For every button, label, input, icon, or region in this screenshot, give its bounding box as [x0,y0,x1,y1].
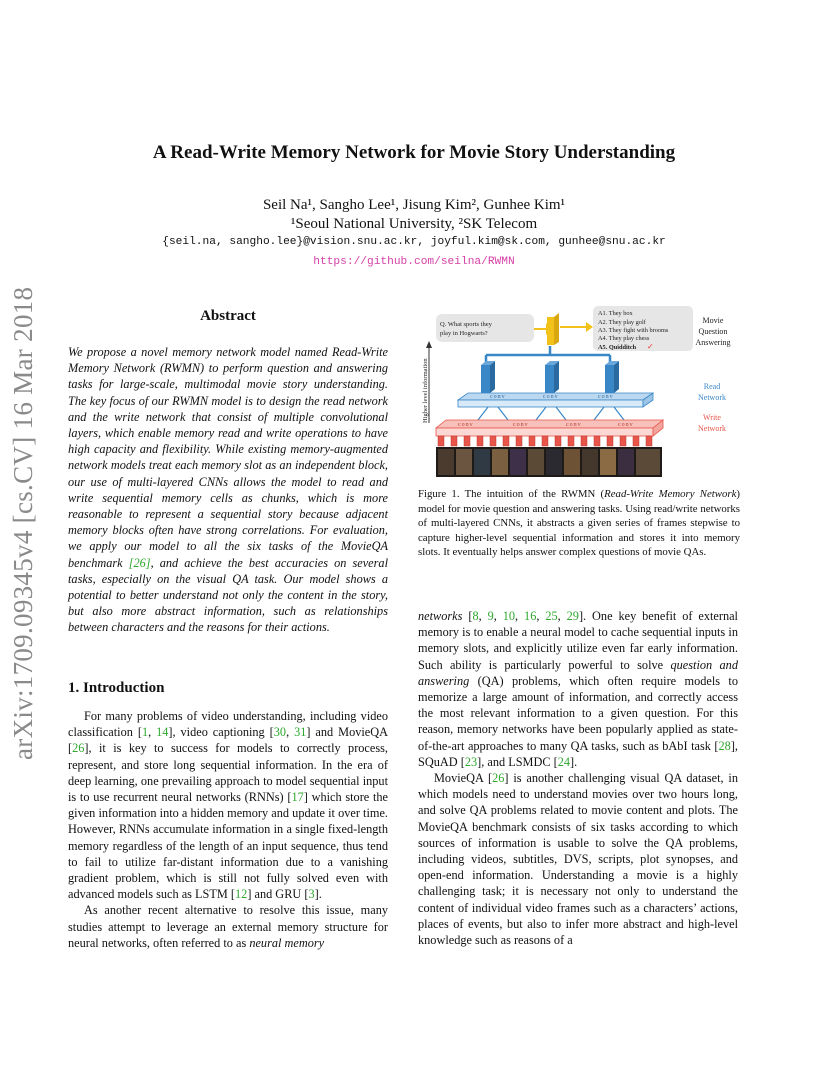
citation-link[interactable]: 9 [487,609,494,623]
citation-link[interactable]: 17 [291,790,304,805]
question-bubble [436,314,534,342]
citation-link[interactable]: 28 [718,738,731,753]
citation-link[interactable]: [26] [128,555,151,570]
conv-label: conv [566,422,582,428]
citation-link[interactable]: 23 [464,754,478,769]
intro-heading: 1. Introduction [68,680,165,696]
answer-4: A4. They play chess [598,335,650,342]
intro-left-column [68,708,388,951]
abstract-text-b: , and achieve the best accuracies on several tasks, especially on the visual QA task. Our model shows a potential to better understand not only the content in the story, but also more abstract information, such as relationships between characters and the reasons for their actions. [68,555,388,635]
read-memory-blocks [481,361,619,393]
movie-frame-strip [436,447,662,477]
author-names: Seil Na¹, Sangho Lee¹, Jisung Kim², Gunhee Kim¹ [262,197,566,213]
conv-label: conv [490,394,506,400]
author-emails: {seil.na, sangho.lee}@vision.snu.ac.kr, joyful.kim@sk.com, gunhee@snu.ac.kr [162,236,666,248]
conv-label: conv [598,394,614,400]
citation-link[interactable]: 29 [566,609,579,623]
citation-link[interactable]: 31 [294,725,307,740]
figure-1-caption: Figure 1. The intuition of the RWMN (Read-Write Memory Network) model for movie question and answering tasks. Using read/write networks of multi-layered CNNs, it abstracts a given series of frames stepwise to capture higher-level sequential information and stores it into memory slots. It eventually helps answer complex questions of movie QAs. [418,488,740,559]
figure-1-diagram [418,305,748,483]
abstract-body [68,344,388,636]
write-label-2: Network [698,424,726,433]
authors-block [0,196,828,234]
code-link[interactable]: https://github.com/seilna/RWMN [313,256,515,268]
citation-link[interactable]: 25 [545,609,558,623]
intro-paragraph-2: As another recent alternative to resolve this issue, many studies attempt to leverage an external memory structure for neural networks, often referred to as neural memory [68,903,388,950]
arxiv-identifier: arXiv:1709.09345v4 [cs.CV] 16 Mar 2018 [8,286,38,760]
conv-label: conv [618,422,634,428]
read-label-2: Network [698,393,726,402]
read-conv-layer [458,393,653,407]
answer-3: A3. They fight with brooms [598,327,669,334]
movie-qa-label-2: Question [698,327,728,336]
citation-link[interactable]: 30 [273,725,287,740]
intro-paragraph-2-cont: networks [8, 9, 10, 16, 25, 29]. One key benefit of external memory is to enable a neural model to cache sequential inputs in memory slots, and explicitly utilize even far early information. Such ability is particularly powerful to solve question and answering (QA) problems, which often require models to memorize a large amount of information, and correctly access the most relevant information to a given question. For this reason, memory networks have been popularly applied as state-of-the-art approaches to many QA tasks, such as bAbI task [28], SQuAD [23], and LSMDC [24]. [418,609,738,769]
question-line-1: Q. What sports they [440,321,492,328]
answer-block [547,317,554,345]
question-line-2: play in Hogwarts? [440,330,488,337]
read-label-1: Read [703,382,721,391]
answer-1: A1. They box [598,310,633,317]
citation-link[interactable]: 16 [524,609,537,623]
intro-paragraph-1: For many problems of video understanding, including video classification [1, 14], video captioning [30, 31] and MovieQA [26], it is key to success for models to correctly process, represent, and store long sequential information. In the era of deep learning, one prevailing approach to model sequential input is to use recurrent neural networks (RNNs) [17] which store the given information into a hidden memory and update it over time. However, RNNs accumulate information in a single fixed-length memory regardless of the length of an input sequence, thus tend to fail to utilize far-distant information due to a vanishing gradient problem, which is still not fully solved even with advanced models such as LSTM [12] and GRU [3]. [68,709,388,902]
citation-link[interactable]: 24 [557,754,571,769]
intro-right-column [418,608,738,948]
citation-link[interactable]: 26 [492,771,505,786]
citation-link[interactable]: 8 [472,609,479,623]
write-label-1: Write [703,413,721,422]
abstract-heading: Abstract [200,308,256,324]
citation-link[interactable]: 3 [308,887,315,902]
check-icon: ✓ [647,342,654,351]
answer-5: A5. Quidditch [598,344,637,351]
abstract-text-a: We propose a novel memory network model named Read-Write Memory Network (RWMN) to perform question and answering tasks for large-scale, multimodal movie story understanding. The key focus of our RWMN model is to design the read network and the write network that consist of multiple convolutional layers, which enable memory read and write operations to have high capacity and flexibility. While existing memory-augmented network models treat each memory slot as an independent block, our use of multi-layered CNNs allows the model to read and write sequential memory cells as chunks, which is more reasonable to represent a sequential story because adjacent memory blocks often have strong correlations. For evaluation, we apply our model to all the six tasks of the MovieQA benchmark [68,345,388,570]
citation-link[interactable]: 12 [235,887,248,902]
movie-qa-label-1: Movie [702,316,724,325]
conv-label: conv [458,422,474,428]
conv-label: conv [543,394,559,400]
conv-label: conv [513,422,529,428]
citation-link[interactable]: 26 [72,741,85,756]
answer-2: A2. They play golf [598,319,646,326]
write-conv-layer [436,420,663,436]
axis-label: Higher level information [422,358,429,423]
citation-link[interactable]: 14 [156,725,169,740]
write-memory-cells [438,436,652,446]
paper-title: A Read-Write Memory Network for Movie Story Understanding [152,142,676,163]
movie-qa-label-3: Answering [695,338,731,347]
affiliations: ¹Seoul National University, ²SK Telecom [290,216,538,232]
citation-link[interactable]: 1 [141,725,149,740]
citation-link[interactable]: 10 [502,609,516,623]
intro-paragraph-3: MovieQA [26] is another challenging visual QA dataset, in which models need to understand movies over two hours long, and solve QA problems related to movie content and plots. The MovieQA benchmark consists of six tasks according to which sources of information is usable to solve the QA problems, including videos, subtitles, DVS, scripts, plot synopses, and open-end information. Understanding a movie is a highly challenging task; it is necessary not only to understand the content of individual video frames such as a characters’ actions, places of events, but also to infer more abstract and high-level knowledge such as reasons of a [418,771,738,948]
